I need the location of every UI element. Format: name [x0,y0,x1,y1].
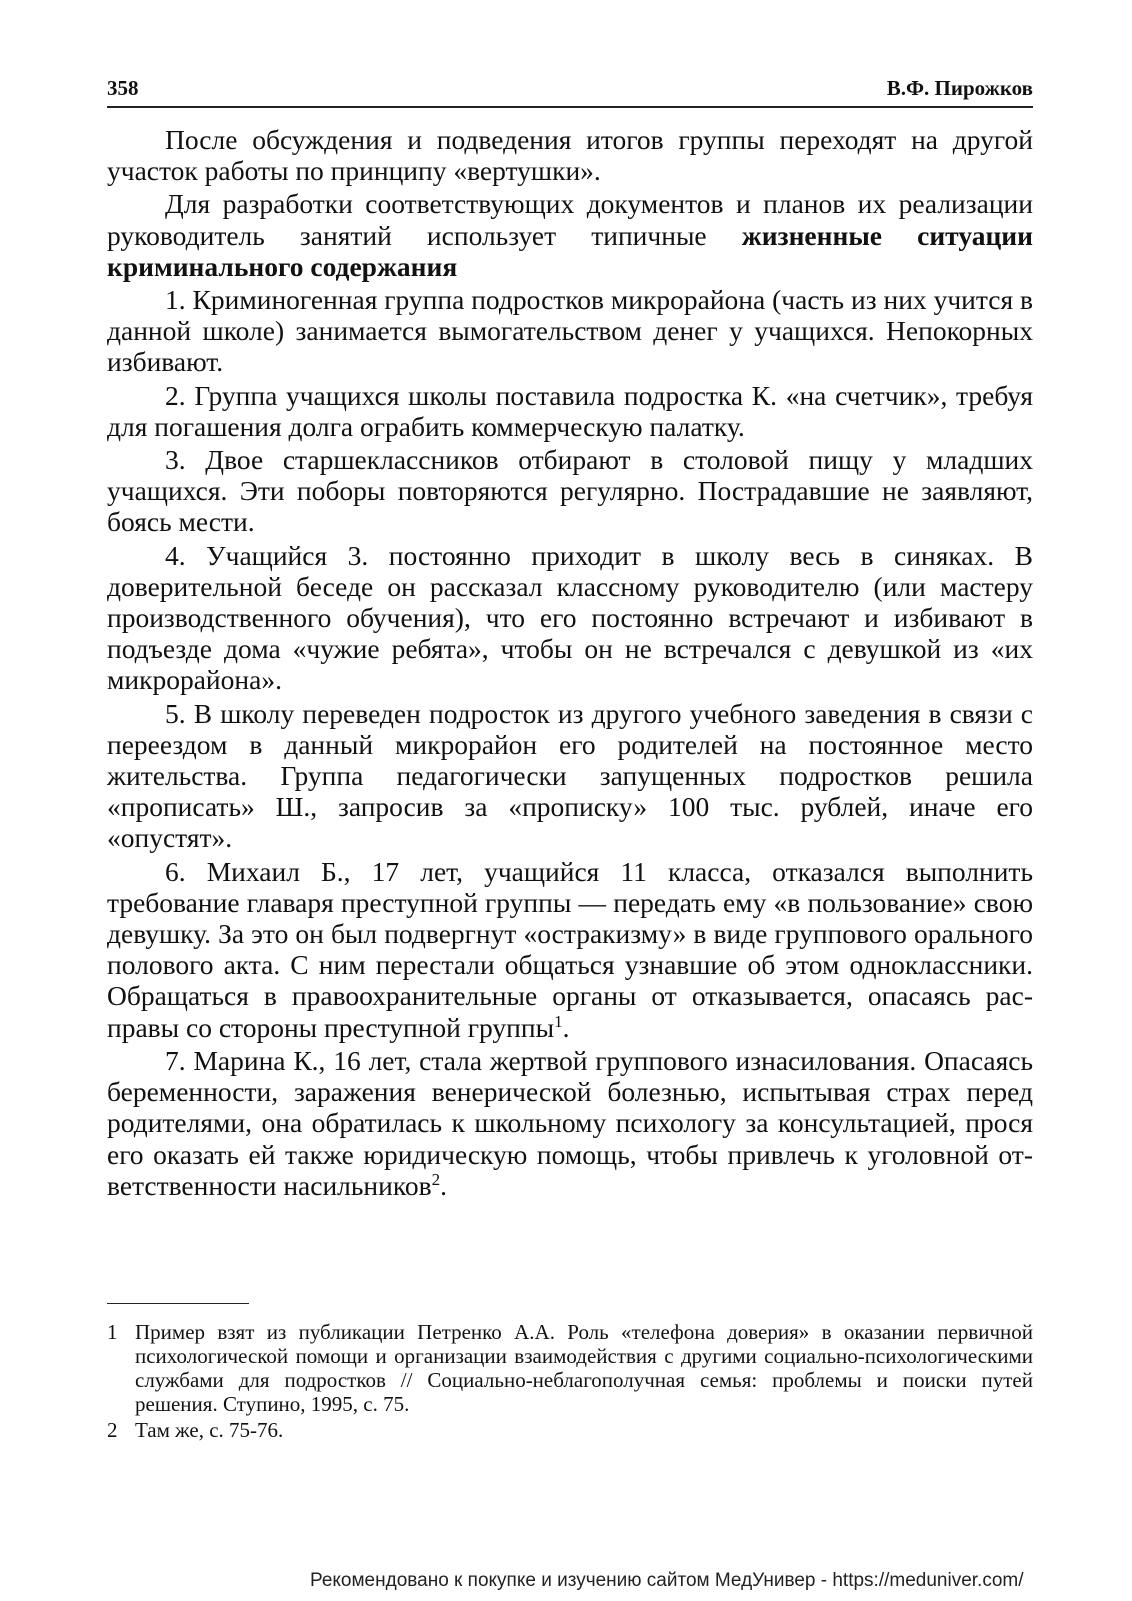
situation-7-text: 7. Марина К., 16 лет, стала жертвой группового изнасилования. Опасаясь беременности, заражения венерической болезнью, испытывая страх перед родителями, она обратилась к школьному психологу за консультацией, прося его оказать ей также юридическую помощь, чтобы привлечь к уголовной ответственности насильников [107,1044,1033,1201]
situation-6-end: . [562,1011,570,1043]
paragraph-documents-text: Для разработки соответствующих документов и планов их реализации руководитель занятий использует типичные [107,188,1033,251]
running-head-author: В.Ф. Пирожков [886,76,1033,100]
situation-3: 3. Двое старшеклассников отбирают в столовой пищу у младших учащихся. Эти поборы повторяются регулярно. Пострадавшие не заявляют, боясь мести. [107,444,1033,538]
watermark-footer: Рекомендовано к покупке и изучению сайтом МедУнивер - https://meduniver.com/ [310,1570,1024,1591]
footnote-ref-2[interactable]: 2 [431,1169,441,1189]
footnote-text: Там же, с. 75-76. [135,1418,284,1442]
situation-6 [107,856,1033,1043]
footnote-1 [107,1320,1033,1416]
paragraph-documents [107,188,1033,282]
footnote-text: Пример взят из публикации Петренко А.А. Роль «телефона доверия» в оказании первичной психологической помощи и организации взаимодействия с другими социально-психологическими службами для подростков // Социально-неблагополучная семья: проблемы и поиски путей решения. Ступино, 1995, с. 75. [135,1320,1033,1416]
footnote-number: 1 [107,1320,118,1344]
page-number: 358 [107,76,139,100]
page-header [107,72,1033,108]
situation-7 [107,1045,1033,1201]
situation-4: 4. Учащийся 3. постоянно приходит в школу весь в синяках. В доверительной беседе он рассказал классному руководителю (или мастеру производственного обучения), что его постоянно встречают и избивают в подъезде дома «чужие ребята», чтобы он не встречался с девушкой из «их микрорайона». [107,539,1033,696]
situation-2: 2. Группа учащихся школы поставила подростка К. «на счетчик», требуя для погашения долга ограбить коммерческую палатку. [107,379,1033,442]
footnote-divider [107,1303,249,1304]
footnote-2 [107,1418,1033,1442]
situation-6-text: 6. Михаил Б., 17 лет, учащийся 11 класса, отказался выполнить требование главаря преступной группы — передать ему «в пользование» свою девушку. За это он был подвергнут «остракизму» в виде группового орального полового акта. С ним перестали общаться узнавшие об этом одноклассники. Обращаться в правоохранительные органы от отказывается, опасаясь расправы со стороны преступной группы [107,855,1033,1043]
footnote-ref-1[interactable]: 1 [554,1011,563,1031]
footnotes [107,1320,1033,1442]
situation-7-end: . [440,1169,447,1201]
situation-5: 5. В школу переведен подросток из другого учебного заведения в связи с переездом в данный микрорайон его родителей на постоянное место жительства. Группа педагогически запущенных подростков решила «прописать» Ш., запросив за «прописку» 100 тыс. рублей, иначе его «опустят». [107,697,1033,854]
situation-1: 1. Криминогенная группа подростков микрорайона (часть из них учится в данной школе) занимается вымогательством денег у учащихся. Непокорных избивают. [107,284,1033,378]
bold-phrase: жизненные ситуации криминального содержания [107,219,1033,282]
footnote-number: 2 [107,1418,118,1442]
paragraph-intro: После обсуждения и подведения итогов группы переходят на другой участок работы по принципу «вертушки». [107,124,1033,187]
main-text [107,124,1033,1201]
